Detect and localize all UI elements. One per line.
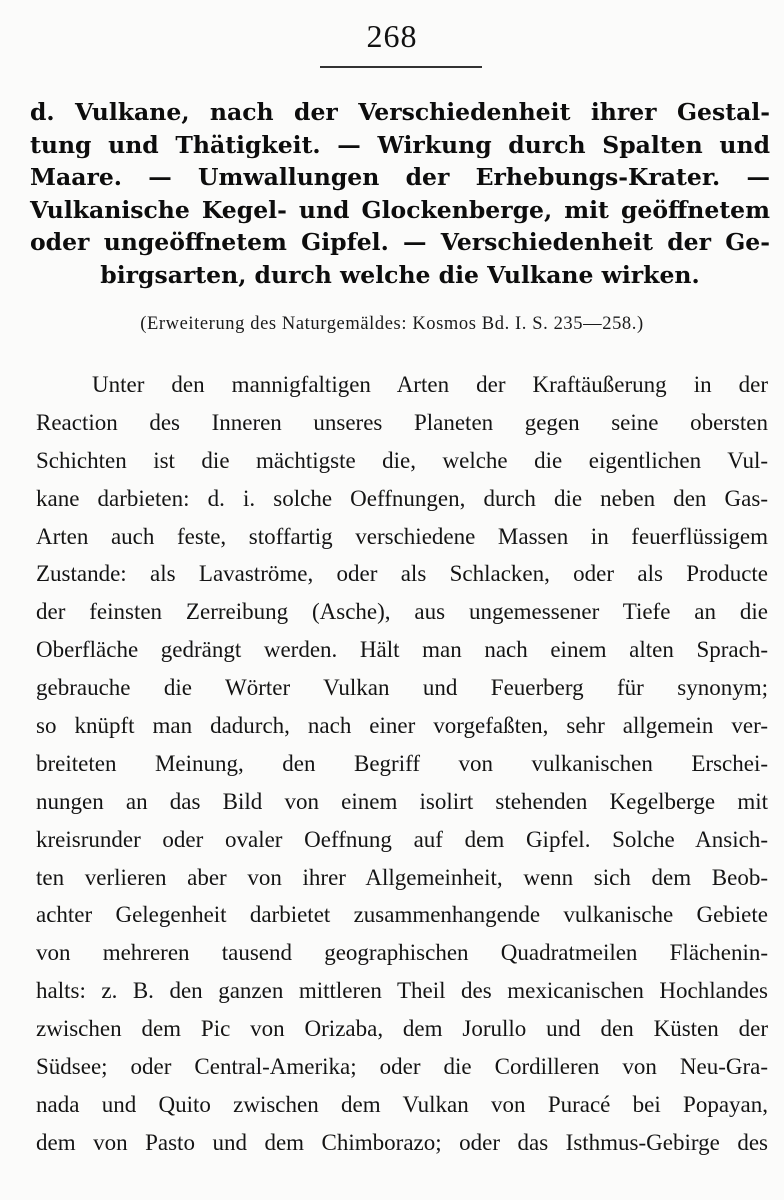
body-line: ten verlieren aber von ihrer Allgemeinheit, wenn sich dem Beob- (36, 864, 768, 890)
page-number: 268 (366, 18, 418, 54)
body-line: nungen an das Bild von einem isolirt stehenden Kegelberge mit (36, 788, 768, 814)
section-heading (30, 96, 770, 291)
body-line: von mehreren tausend geographischen Quadratmeilen Flächenin- (36, 940, 768, 966)
body-line: zwischen dem Pic von Orizaba, dem Jorullo und den Küsten der (36, 1016, 768, 1042)
heading-line: birgsarten, durch welche die Vulkane wirken. (100, 260, 700, 289)
body-paragraph (36, 366, 768, 1162)
heading-line: tung und Thätigkeit. — Wirkung durch Spalten und (30, 130, 770, 159)
body-line: dem von Pasto und dem Chimborazo; oder das Isthmus-Gebirge des (36, 1129, 768, 1155)
body-line: Arten auch feste, stoffartig verschiedene Massen in feuerflüssigem (36, 523, 768, 549)
cross-reference: (Erweiterung des Naturgemäldes: Kosmos Bd. I. S. 235—258.) (140, 314, 644, 334)
body-line: halts: z. B. den ganzen mittleren Theil des mexicanischen Hochlandes (36, 978, 768, 1004)
header-rule (320, 66, 482, 68)
heading-line: Vulkanische Kegel- und Glockenberge, mit geöffnetem (30, 195, 770, 224)
body-line: kane darbieten: d. i. solche Oeffnungen, durch die neben den Gas- (36, 485, 768, 511)
heading-line: d. Vulkane, nach der Verschiedenheit ihrer Gestal- (30, 98, 770, 126)
body-line: kreisrunder oder ovaler Oeffnung auf dem Gipfel. Solche Ansich- (36, 826, 768, 852)
body-line: breiteten Meinung, den Begriff von vulkanischen Erschei- (36, 750, 768, 776)
body-line: Schichten ist die mächtigste die, welche die eigentlichen Vul- (36, 447, 768, 473)
body-line: nada und Quito zwischen dem Vulkan von Puracé bei Popayan, (36, 1091, 768, 1117)
body-line: Südsee; oder Central-Amerika; oder die Cordilleren von Neu-Gra- (36, 1054, 768, 1080)
body-line: Oberfläche gedrängt werden. Hält man nach einem alten Sprach- (36, 637, 768, 663)
heading-line: Maare. — Umwallungen der Erhebungs-Krater. — (30, 163, 770, 191)
heading-line: oder ungeöffnetem Gipfel. — Verschiedenheit der Ge- (30, 228, 770, 256)
body-line: Zustande: als Lavaströme, oder als Schlacken, oder als Producte (36, 561, 768, 587)
body-line: Reaction des Inneren unseres Planeten gegen seine obersten (36, 409, 768, 435)
body-line: so knüpft man dadurch, nach einer vorgefaßten, sehr allgemein ver- (36, 713, 768, 739)
body-line: Unter den mannigfaltigen Arten der Kraftäußerung in der (92, 372, 768, 397)
body-line: der feinsten Zerreibung (Asche), aus ungemessener Tiefe an die (36, 599, 768, 625)
body-line: gebrauche die Wörter Vulkan und Feuerberg für synonym; (36, 675, 768, 701)
body-line: achter Gelegenheit darbietet zusammenhangende vulkanische Gebiete (36, 902, 768, 928)
